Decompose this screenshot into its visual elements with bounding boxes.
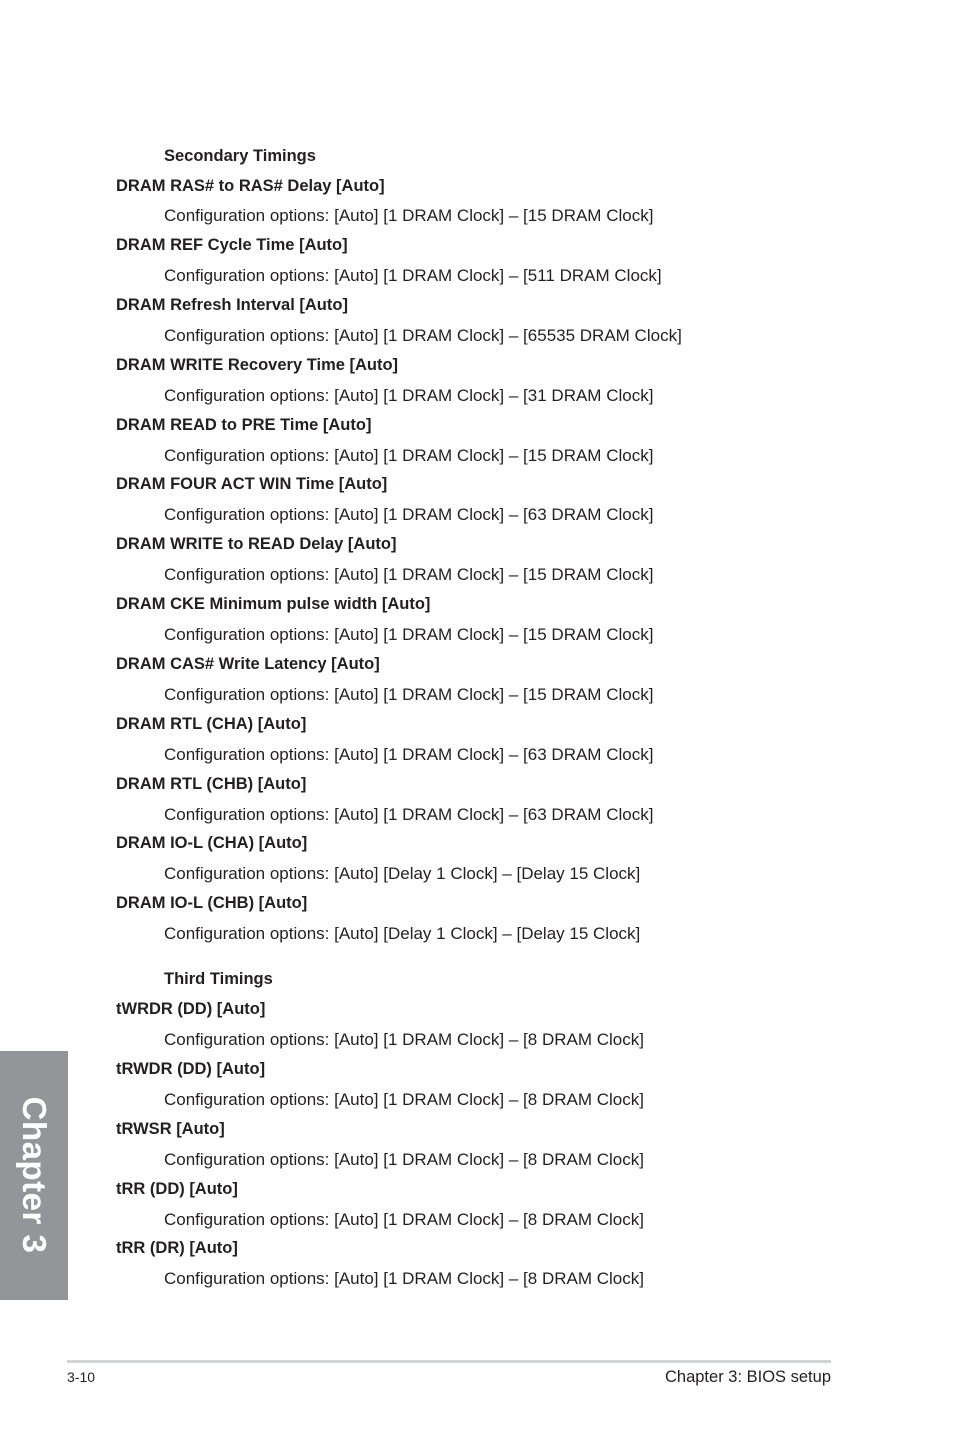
setting-options: Configuration options: [Auto] [1 DRAM Clock] – [65535 DRAM Clock] [164,326,682,345]
setting-title: tWRDR (DD) [Auto] [116,1000,266,1018]
setting-options: Configuration options: [Auto] [1 DRAM Clock] – [8 DRAM Clock] [164,1090,644,1109]
setting-title: tRR (DR) [Auto] [116,1239,238,1257]
setting-options: Configuration options: [Auto] [1 DRAM Clock] – [8 DRAM Clock] [164,1210,644,1229]
page-number: 3-10 [67,1369,96,1385]
setting-options: Configuration options: [Auto] [1 DRAM Clock] – [8 DRAM Clock] [164,1030,644,1049]
setting-options: Configuration options: [Auto] [1 DRAM Clock] – [511 DRAM Clock] [164,266,662,285]
setting-options: Configuration options: [Auto] [1 DRAM Clock] – [31 DRAM Clock] [164,386,654,405]
setting-title: tRWSR [Auto] [116,1120,225,1138]
setting-options: Configuration options: [Auto] [Delay 1 Clock] – [Delay 15 Clock] [164,924,641,943]
setting-title: DRAM CKE Minimum pulse width [Auto] [116,595,431,613]
chapter-side-tab [0,1051,68,1300]
setting-options: Configuration options: [Auto] [1 DRAM Clock] – [63 DRAM Clock] [164,745,654,764]
setting-options: Configuration options: [Auto] [1 DRAM Clock] – [8 DRAM Clock] [164,1150,644,1169]
setting-options: Configuration options: [Auto] [1 DRAM Clock] – [15 DRAM Clock] [164,565,654,584]
setting-title: DRAM Refresh Interval [Auto] [116,296,348,314]
setting-options: Configuration options: [Auto] [Delay 1 Clock] – [Delay 15 Clock] [164,864,641,883]
setting-title: DRAM FOUR ACT WIN Time [Auto] [116,475,388,493]
setting-options: Configuration options: [Auto] [1 DRAM Clock] – [15 DRAM Clock] [164,206,654,225]
setting-options: Configuration options: [Auto] [1 DRAM Clock] – [63 DRAM Clock] [164,805,654,824]
section-heading-third-timings: Third Timings [164,970,273,988]
setting-options: Configuration options: [Auto] [1 DRAM Clock] – [15 DRAM Clock] [164,685,654,704]
setting-title: DRAM WRITE to READ Delay [Auto] [116,535,397,553]
setting-title: tRR (DD) [Auto] [116,1180,238,1198]
setting-options: Configuration options: [Auto] [1 DRAM Clock] – [15 DRAM Clock] [164,446,654,465]
setting-options: Configuration options: [Auto] [1 DRAM Clock] – [15 DRAM Clock] [164,625,654,644]
chapter-tab-label: Chapter 3 [16,1096,53,1254]
setting-options: Configuration options: [Auto] [1 DRAM Clock] – [8 DRAM Clock] [164,1269,644,1288]
setting-title: DRAM RTL (CHB) [Auto] [116,775,307,793]
section-heading-secondary-timings: Secondary Timings [164,147,316,165]
footer-chapter-title: Chapter 3: BIOS setup [664,1368,831,1386]
setting-title: DRAM RAS# to RAS# Delay [Auto] [116,177,385,195]
setting-title: DRAM IO-L (CHB) [Auto] [116,894,308,912]
setting-title: DRAM REF Cycle Time [Auto] [116,236,348,254]
setting-title: DRAM RTL (CHA) [Auto] [116,715,307,733]
setting-title: DRAM WRITE Recovery Time [Auto] [116,356,399,374]
setting-options: Configuration options: [Auto] [1 DRAM Clock] – [63 DRAM Clock] [164,505,654,524]
setting-title: DRAM CAS# Write Latency [Auto] [116,655,380,673]
setting-title: DRAM READ to PRE Time [Auto] [116,416,372,434]
footer-divider [67,1360,831,1363]
setting-title: DRAM IO-L (CHA) [Auto] [116,834,308,852]
setting-title: tRWDR (DD) [Auto] [116,1060,266,1078]
